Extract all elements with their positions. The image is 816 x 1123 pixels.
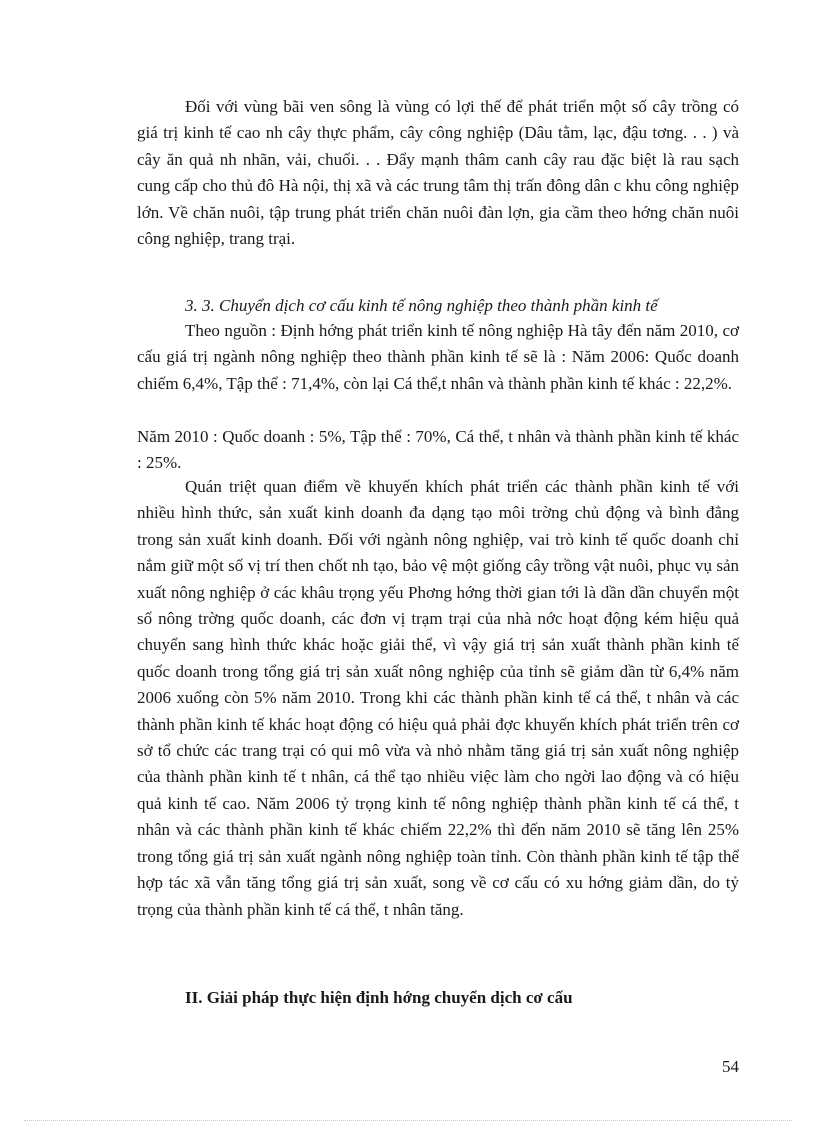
paragraph-text: Theo nguồn : Định hớng phát triển kinh tế nông nghiệp Hà tây đến năm 2010, cơ cấu giá trị ngành nông nghiệp theo thành phần kinh tế sẽ là : Năm 2006: Quốc doanh chiếm 6,4%, Tập thể : 71,4%, còn lại Cá thể,t nhân và thành phần kinh tế khác : 22,2%. bbox=[137, 321, 739, 393]
page-number: 54 bbox=[722, 1057, 739, 1076]
paragraph-source-structure bbox=[137, 318, 739, 397]
paragraph-economic-sectors bbox=[137, 474, 739, 923]
part-heading: II. Giải pháp thực hiện định hớng chuyển dịch cơ cấu bbox=[185, 988, 573, 1007]
paragraph-text: Năm 2010 : Quốc doanh : 5%, Tập thể : 70%, Cá thể, t nhân và thành phần kinh tế khác : 25%. bbox=[137, 427, 739, 473]
paragraph-text: Quán triệt quan điểm về khuyến khích phát triển các thành phần kinh tế với nhiều hình thức, sản xuất kinh doanh đa dạng tạo môi trờng chủ động và bình đẳng trong sản xuất kinh doanh. Đối với ngành nông nghiệp, vai trò kinh tế quốc doanh chỉ nắm giữ một số vị trí then chốt nh tạo, bảo vệ một giống cây trồng vật nuôi, phục vụ sản xuất nông nghiệp ở các khâu trọng yếu Phơng hớng thời gian tới là dần dần chuyển một số nông trờng quốc doanh, các đơn vị trạm trại của nhà nớc hoạt động kém hiệu quả chuyển sang hình thức khác hoặc giải thể, vì vậy giá trị sản xuất thành phần kinh tế quốc doanh trong tổng giá trị sản xuất nông nghiệp của tỉnh sẽ giảm dần từ 6,4% năm 2006 xuống còn 5% năm 2010. Trong khi các thành phần kinh tế cá thể, t nhân và các thành phần kinh tế khác hoạt động có hiệu quả phải đợc khuyến khích phát triển trên cơ sở tổ chức các trang trại có qui mô vừa và nhỏ nhằm tăng giá trị sản xuất nông nghiệp của thành phần kinh tế t nhân, cá thể tạo nhiều việc làm cho ngời lao động và có hiệu quả kinh tế cao. Năm 2006 tỷ trọng kinh tế nông nghiệp thành phần kinh tế cá thể, t nhân và các thành phần kinh tế khác chiếm 22,2% thì đến năm 2010 sẽ tăng lên 25% trong tổng giá trị sản xuất ngành nông nghiệp toàn tỉnh. Còn thành phần kinh tế tập thể hợp tác xã vẫn tăng tổng giá trị sản xuất, song về cơ cấu có xu hớng giảm dần, do tỷ trọng của thành phần kinh tế cá thể, t nhân tăng. bbox=[137, 477, 739, 919]
section-heading: 3. 3. Chuyển dịch cơ cấu kinh tế nông nghiệp theo thành phần kinh tế bbox=[185, 296, 658, 315]
paragraph-text: Đối với vùng bãi ven sông là vùng có lợi thế để phát triển một số cây trồng có giá trị kinh tế cao nh cây thực phẩm, cây công nghiệp (Dâu tằm, lạc, đậu tơng. . . ) và cây ăn quả nh nhãn, vải, chuối. . . Đẩy mạnh thâm canh cây rau đặc biệt là rau sạch cung cấp cho thủ đô Hà nội, thị xã và các trung tâm thị trấn đông dân c khu công nghiệp lớn. Về chăn nuôi, tập trung phát triển chăn nuôi đàn lợn, gia cầm theo hớng chăn nuôi công nghiệp, trang trại. bbox=[137, 97, 739, 249]
paragraph-2010-structure bbox=[137, 424, 739, 477]
paragraph-riverside-crops bbox=[137, 94, 739, 252]
page-bottom-divider bbox=[24, 1120, 792, 1121]
